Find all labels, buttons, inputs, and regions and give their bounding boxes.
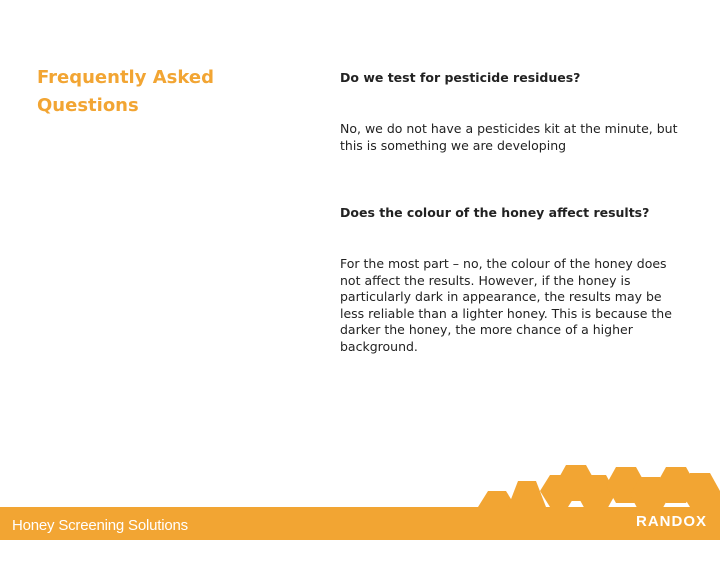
logo-text: RANDOX	[636, 513, 708, 530]
faq-question: Does the colour of the honey affect results?	[340, 205, 650, 220]
faq-answer: For the most part – no, the colour of the honey does not affect the results. However, if the honey is particularly dark in appearance, the results may be less reliable than a lighter honey. This is because the darker the honey, the more chance of a higher background.	[340, 256, 672, 354]
faq-answer: No, we do not have a pesticides kit at the minute, but this is something we are developing	[340, 121, 678, 153]
faq-question: Do we test for pesticide residues?	[340, 70, 581, 85]
faq-item	[340, 70, 680, 86]
slide-title: Frequently Asked Questions	[37, 67, 214, 116]
faq-item	[340, 256, 680, 355]
faq-item	[340, 205, 680, 221]
footer-text: Honey Screening Solutions	[12, 517, 188, 534]
faq-item	[340, 121, 680, 154]
logo-tagline-decoration	[636, 531, 704, 537]
randox-logo	[636, 514, 706, 538]
